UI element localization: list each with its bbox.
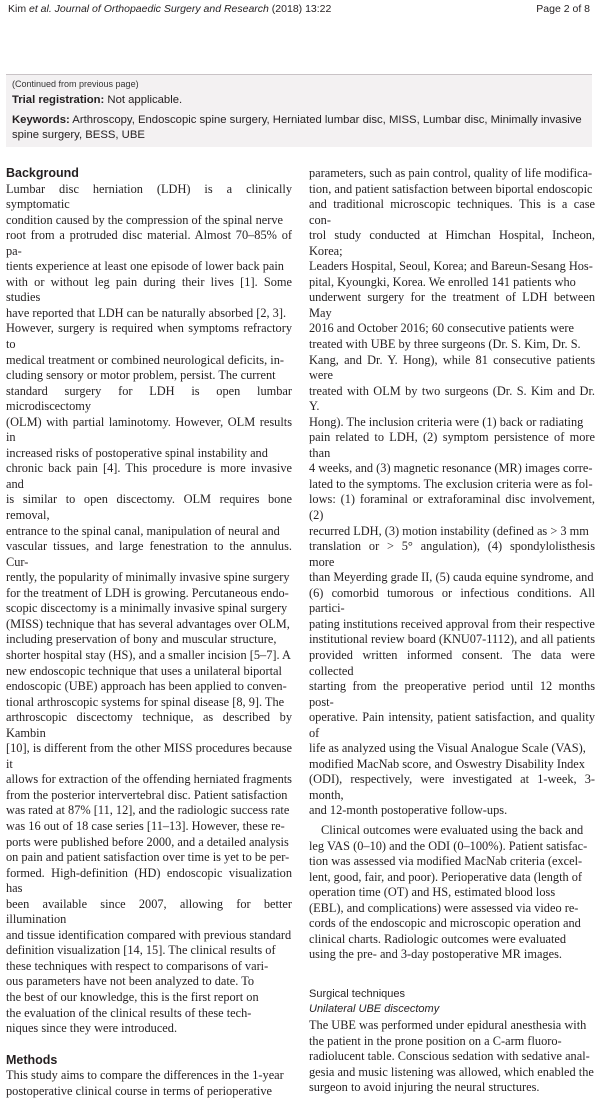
text-line: shorter hospital stay (HS), and a smaller incision [5–7]. A <box>6 647 291 662</box>
text-line: The UBE was performed under epidural anesthesia with <box>309 1017 587 1032</box>
text-line: with or without leg pain during their lives [1]. Some studies <box>6 274 292 305</box>
text-line: formed. High-definition (HD) endoscopic visualization has <box>6 865 292 896</box>
text-line: and tissue identification compared with previous standard <box>6 927 292 942</box>
keywords-line-2: spine surgery, BESS, UBE <box>12 129 145 141</box>
text-line: translation or > 5° angulation), (4) spondylolisthesis more <box>309 539 595 569</box>
text-line: standard surgery for LDH is open lumbar microdiscectomy <box>6 383 292 414</box>
text-line: ous parameters have not been analyzed to date. To <box>6 974 255 989</box>
text-line: leg VAS (0–10) and the ODI (0–100%). Patient satisfac- <box>309 838 588 853</box>
text-line: medical treatment or combined neurological deficits, in- <box>6 352 284 367</box>
text-line: Hong). The inclusion criteria were (1) back or radiating <box>309 414 584 429</box>
text-line: the best of our knowledge, this is the first report on <box>6 989 259 1004</box>
text-line: allows for extraction of the offending herniated fragments <box>6 772 292 787</box>
text-line: 2016 and October 2016; 60 consecutive patients were <box>309 321 574 336</box>
text-line: (6) comorbid tumorous or infectious conditions. All partici- <box>309 585 595 616</box>
methods-body <box>6 1068 292 1099</box>
text-line: trol study conducted at Himchan Hospital, Incheon, Korea; <box>309 228 595 258</box>
text-line: underwent surgery for the treatment of LDH between May <box>309 290 595 320</box>
text-line: (MISS) technique that has several advantages over OLM, <box>6 616 290 631</box>
text-line: chronic back pain [4]. This procedure is more invasive and <box>6 461 292 491</box>
text-line: the evaluation of the clinical results of these tech- <box>6 1005 252 1020</box>
text-line: [10], is different from the other MISS procedures because it <box>6 741 292 771</box>
text-line: This study aims to compare the differences in the 1-year <box>6 1068 284 1083</box>
header-year-vol: (2018) 13:22 <box>268 3 332 15</box>
left-column <box>6 166 292 1099</box>
methods-heading: Methods <box>6 1052 58 1067</box>
text-line: is similar to open discectomy. OLM requires bone removal, <box>6 492 292 523</box>
header-journal: Journal of Orthopaedic Surgery and Research <box>51 3 269 15</box>
text-line: new endoscopic technique that uses a unilateral biportal <box>6 663 282 678</box>
text-line: was 16 out of 18 case series [11–13]. However, these re- <box>6 818 285 833</box>
text-line: treated with OLM by two surgeons (Dr. S. Kim and Dr. Y. <box>309 383 595 414</box>
text-line: using the pre- and 3-day postoperative MR images. <box>309 947 562 962</box>
text-line: and traditional microscopic techniques. This is a case con- <box>309 197 595 227</box>
text-line: 4 weeks, and (3) magnetic resonance (MR) images corre- <box>309 461 593 476</box>
text-line: However, surgery is required when symptoms refractory to <box>6 321 292 352</box>
text-line: lent, good, fair, and poor). Perioperative data (length of <box>309 869 583 884</box>
text-line: treated with UBE by three surgeons (Dr. S. Kim, Dr. S. <box>309 337 581 352</box>
header-etal: et al. <box>29 3 52 15</box>
text-line: postoperative clinical course in terms of perioperative <box>6 1083 272 1098</box>
methods-paragraph-2 <box>309 823 595 963</box>
text-line: tional arthroscopic systems for spinal disease [8, 9]. The <box>6 694 285 709</box>
text-line: condition caused by the compression of the spinal nerve <box>6 212 283 227</box>
text-line: scopic discectomy is a minimally invasive spinal surgery <box>6 601 288 616</box>
abstract-continuation-box <box>6 74 592 147</box>
text-line: provided written informed consent. The data were collected <box>309 647 595 678</box>
header-authors: Kim <box>8 3 29 15</box>
text-line: Kang, and Dr. Y. Hong), while 81 consecutive patients were <box>309 352 595 383</box>
text-line: have reported that LDH can be naturally absorbed [2, 3]. <box>6 305 287 320</box>
text-line: (EBL), and complications) were assessed via video re- <box>309 900 579 915</box>
text-line: definition visualization [14, 15]. The clinical results of <box>6 943 276 958</box>
text-line: (OLM) with partial laminotomy. However, OLM results in <box>6 414 292 445</box>
text-line: clinical charts. Radiologic outcomes were evaluated <box>309 931 567 946</box>
text-line: cluding sensory or motor problem, persist. The current <box>6 368 276 383</box>
background-body <box>6 182 292 1037</box>
text-line: lated to the symptoms. The exclusion criteria were as fol- <box>309 476 593 491</box>
text-line: tion, and patient satisfaction between biportal endoscopic <box>309 181 593 196</box>
text-line: been available since 2007, allowing for better illumination <box>6 896 292 927</box>
text-line: pital, Kyoungki, Korea. We enrolled 141 patients who <box>309 274 576 289</box>
text-line: entrance to the spinal canal, manipulation of neural and <box>6 523 280 538</box>
text-line: operative. Pain intensity, patient satisfaction, and quality of <box>309 710 595 740</box>
text-line: life as analyzed using the Visual Analogue Scale (VAS), <box>309 741 586 756</box>
text-line: radiolucent table. Conscious sedation with sedative anal- <box>309 1049 590 1064</box>
text-line: rently, the popularity of minimally invasive spine surgery <box>6 570 290 585</box>
ube-heading: Unilateral UBE discectomy <box>309 1003 440 1016</box>
text-line: parameters, such as pain control, quality of life modifica- <box>309 166 593 180</box>
right-column <box>309 166 595 1096</box>
trial-value: Not applicable. <box>104 94 183 106</box>
text-line: including preservation of bony and muscular structure, <box>6 632 277 647</box>
text-line: pain related to LDH, (2) symptom persistence of more than <box>309 430 595 460</box>
text-line: Clinical outcomes were evaluated using the back and <box>321 822 584 837</box>
text-line: on pain and patient satisfaction over time is yet to be per- <box>6 850 290 865</box>
text-line: from the posterior intervertebral disc. Patient satisfaction <box>6 787 288 802</box>
running-header <box>8 3 331 15</box>
text-line: (ODI), respectively, were investigated at 1-week, 3-month, <box>309 772 595 802</box>
methods-paragraph-1 <box>309 166 595 819</box>
background-heading: Background <box>6 166 79 180</box>
text-line: increased risks of postoperative spinal instability and <box>6 445 268 460</box>
text-line: tion was assessed via modified MacNab criteria (excel- <box>309 854 583 869</box>
text-line: vascular tissues, and large fenestration to the annulus. Cur- <box>6 539 292 569</box>
text-line: tients experience at least one episode of lower back pain <box>6 259 284 274</box>
text-line: the patient in the prone position on a C-arm fluoro- <box>309 1033 562 1048</box>
text-line: modified MacNab score, and Oswestry Disability Index <box>309 756 585 771</box>
text-line: recurred LDH, (3) motion instability (defined as > 3 mm <box>309 523 589 538</box>
text-line: niques since they were introduced. <box>6 1021 178 1036</box>
text-line: lows: (1) foraminal or extraforaminal disc involvement, (2) <box>309 492 595 523</box>
text-line: operation time (OT) and HS, estimated blood loss <box>309 885 556 900</box>
ube-paragraph <box>309 1018 595 1096</box>
text-line: Lumbar disc herniation (LDH) is a clinically symptomatic <box>6 181 292 212</box>
text-line: than Meyerding grade II, (5) cauda equine syndrome, and <box>309 570 594 585</box>
text-line: starting from the preoperative period until 12 months post- <box>309 679 595 709</box>
continued-note: (Continued from previous page) <box>12 79 139 89</box>
text-line: ports were published before 2000, and a detailed analysis <box>6 834 289 849</box>
page-number: Page 2 of 8 <box>536 3 590 15</box>
text-line: root from a protruded disc material. Almost 70–85% of pa- <box>6 228 292 258</box>
text-line: institutional review board (KNU07-1112), and all patients <box>309 632 596 647</box>
keywords-label: Keywords: <box>12 114 70 126</box>
text-line: arthroscopic discectomy technique, as described by Kambin <box>6 710 292 740</box>
text-line: was rated at 87% [11, 12], and the radiologic success rate <box>6 803 290 818</box>
text-line: cords of the endoscopic and microscopic operation and <box>309 916 581 931</box>
trial-label: Trial registration: <box>12 94 105 106</box>
text-line: endoscopic (UBE) approach has been applied to conven- <box>6 679 287 694</box>
keywords <box>12 113 586 128</box>
text-line: Leaders Hospital, Seoul, Korea; and Bareun-Sesang Hos- <box>309 259 593 274</box>
text-line: and 12-month postoperative follow-ups. <box>309 803 508 818</box>
trial-registration <box>12 93 586 108</box>
text-line: these techniques with respect to comparisons of vari- <box>6 958 269 973</box>
text-line: for the treatment of LDH is growing. Percutaneous endo- <box>6 585 289 600</box>
surgical-techniques-heading: Surgical techniques <box>309 987 406 1000</box>
text-line: surgeon to avoid injuring the neural structures. <box>309 1080 540 1095</box>
text-line: gesia and music listening was allowed, which enabled the <box>309 1064 594 1079</box>
keywords-line-1: Arthroscopy, Endoscopic spine surgery, Herniated lumbar disc, MISS, Lumbar disc, Minimally invasive <box>69 114 582 126</box>
text-line: pating institutions received approval from their respective <box>309 616 595 631</box>
